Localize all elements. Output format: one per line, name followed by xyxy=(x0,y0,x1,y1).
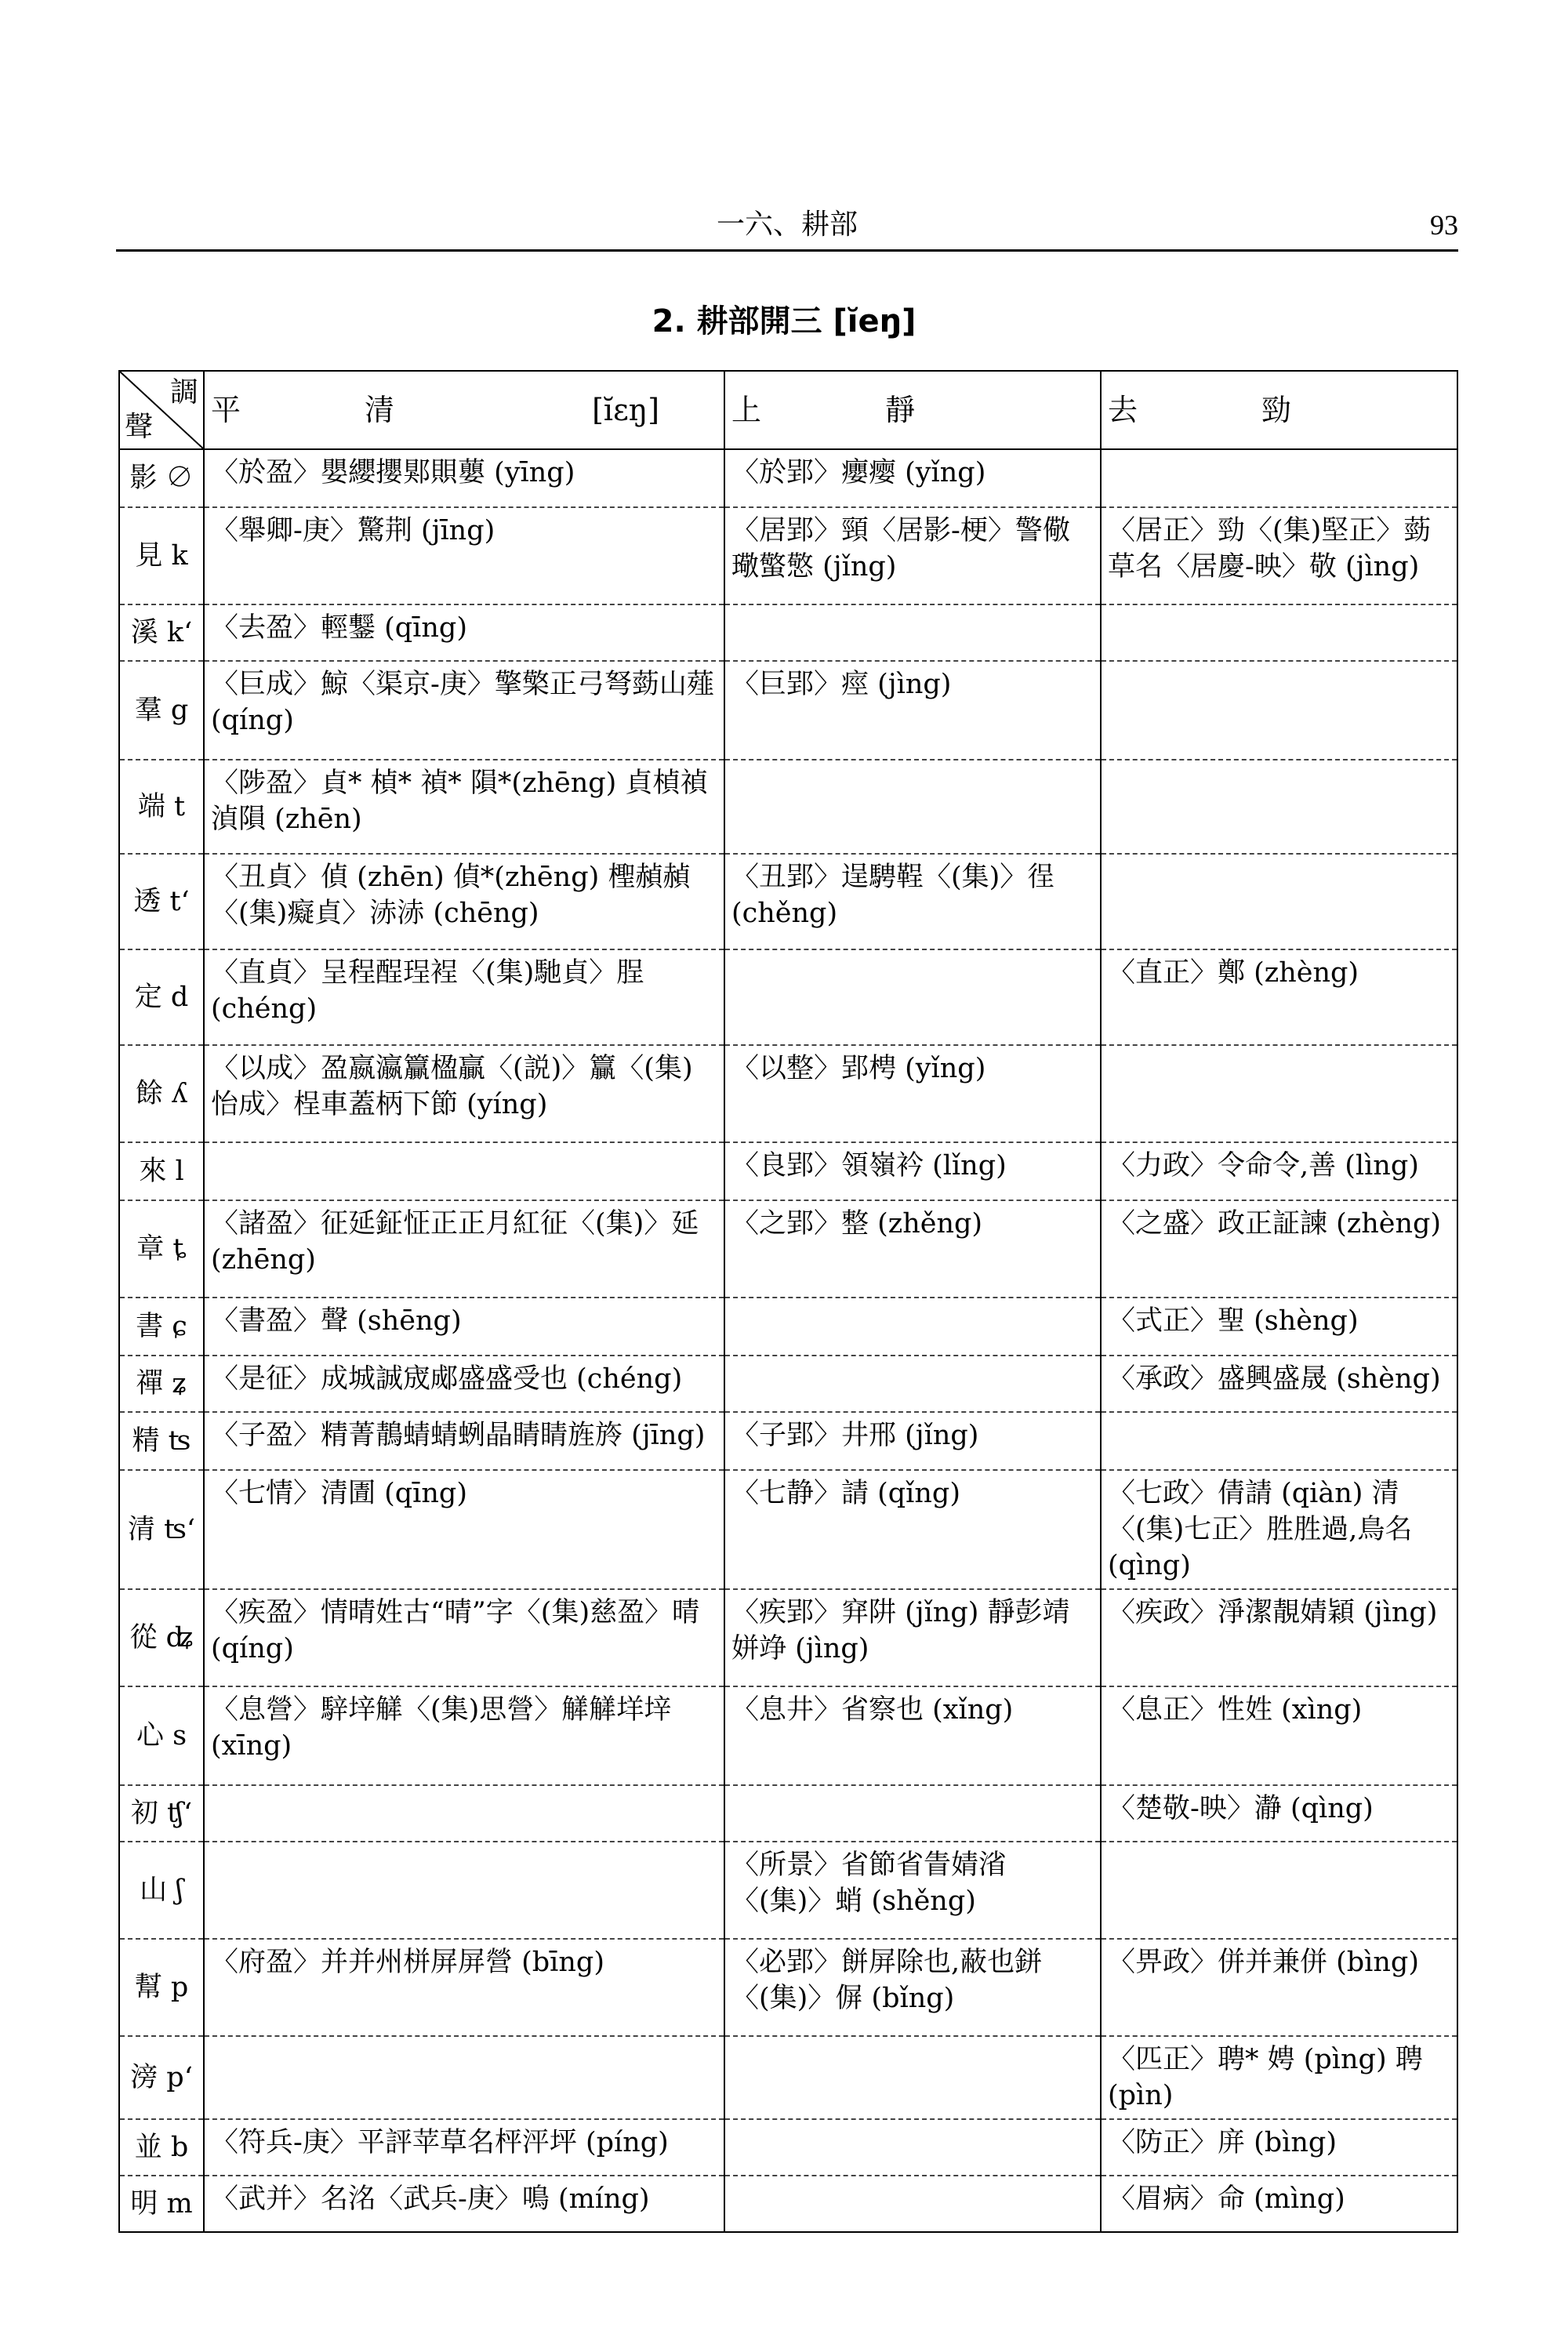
table-row xyxy=(119,661,1457,760)
ping-cell: 〈書盈〉聲 (shēng) xyxy=(204,1298,724,1356)
initial-cell: 清 ʦʻ xyxy=(119,1470,204,1589)
table-row xyxy=(119,1470,1457,1589)
qu-cell: 〈楚敬-映〉瀞 (qìng) xyxy=(1101,1785,1457,1842)
table-row xyxy=(119,760,1457,854)
qu-cell: 〈居正〉勁〈(集)堅正〉葝草名〈居慶-映〉敬 (jìng) xyxy=(1101,507,1457,604)
table-row xyxy=(119,1589,1457,1686)
shang-cell xyxy=(724,2176,1101,2232)
table-row xyxy=(119,449,1457,507)
table-row xyxy=(119,2119,1457,2176)
ping-cell: 〈舉卿-庚〉驚荆 (jīng) xyxy=(204,507,724,604)
table-row xyxy=(119,2036,1457,2119)
running-title: 一六、耕部 xyxy=(716,209,858,241)
qu-cell: 〈之盛〉政正証諫 (zhèng) xyxy=(1101,1200,1457,1298)
ping-cell xyxy=(204,1842,724,1939)
ping-cell: 〈子盈〉精菁鶄蜻蜻蛚晶睛睛旌旍 (jīng) xyxy=(204,1412,724,1470)
initial-cell: 從 ʥ xyxy=(119,1589,204,1686)
ping-cell: 〈巨成〉鯨〈渠京-庚〉擎檠正弓弩葝山薤 (qíng) xyxy=(204,661,724,760)
shang-cell: 〈居郢〉頸〈居影-梗〉警儆璥蟼憼 (jǐng) xyxy=(724,507,1101,604)
table-row xyxy=(119,1298,1457,1356)
column-header-ping xyxy=(204,371,724,449)
shang-cell xyxy=(724,949,1101,1045)
column-header-qu xyxy=(1101,371,1457,449)
qu-cell: 〈式正〉聖 (shèng) xyxy=(1101,1298,1457,1356)
column-name: 平 清 xyxy=(211,393,442,427)
shang-cell xyxy=(724,2119,1101,2176)
qu-cell: 〈疾政〉淨潔靚婧穎 (jìng) xyxy=(1101,1589,1457,1686)
initial-cell: 心 s xyxy=(119,1686,204,1785)
shang-cell xyxy=(724,760,1101,854)
shang-cell: 〈子郢〉井邢 (jǐng) xyxy=(724,1412,1101,1470)
initial-cell: 溪 kʻ xyxy=(119,604,204,661)
table-row xyxy=(119,1200,1457,1298)
ping-cell xyxy=(204,1142,724,1200)
table-row xyxy=(119,1842,1457,1939)
initial-cell: 並 b xyxy=(119,2119,204,2176)
qu-cell xyxy=(1101,854,1457,949)
initial-cell: 禪 ʑ xyxy=(119,1356,204,1412)
shang-cell xyxy=(724,604,1101,661)
initial-cell: 書 ɕ xyxy=(119,1298,204,1356)
shang-cell xyxy=(724,1356,1101,1412)
section-title: 2. 耕部開三 [ĭeŋ] xyxy=(652,303,916,339)
ping-cell: 〈陟盈〉貞* 楨* 禎* 隕*(zhēng) 貞楨禎湞隕 (zhēn) xyxy=(204,760,724,854)
ping-cell xyxy=(204,2036,724,2119)
ping-cell xyxy=(204,1785,724,1842)
ping-cell: 〈以成〉盈嬴瀛籯楹贏〈(説)〉籯〈(集)怡成〉桯車蓋柄下節 (yíng) xyxy=(204,1045,724,1142)
shang-cell: 〈丑郢〉逞騁鞓〈(集)〉徎 (chěng) xyxy=(724,854,1101,949)
shang-cell: 〈巨郢〉痙 (jìng) xyxy=(724,661,1101,760)
column-header-shang xyxy=(724,371,1101,449)
shang-cell: 〈息井〉省察也 (xǐng) xyxy=(724,1686,1101,1785)
table-row xyxy=(119,1785,1457,1842)
table-row xyxy=(119,2176,1457,2232)
initial-cell: 初 ʧʻ xyxy=(119,1785,204,1842)
column-ipa: [ĭɛŋ] xyxy=(592,393,660,427)
table-header-row xyxy=(119,371,1457,449)
shang-cell: 〈良郢〉領嶺衿 (lǐng) xyxy=(724,1142,1101,1200)
initial-cell: 來 l xyxy=(119,1142,204,1200)
ping-cell: 〈七情〉清圊 (qīng) xyxy=(204,1470,724,1589)
qu-cell: 〈力政〉令命令,善 (lìng) xyxy=(1101,1142,1457,1200)
shang-cell: 〈七静〉請 (qǐng) xyxy=(724,1470,1101,1589)
qu-cell: 〈承政〉盛興盛晟 (shèng) xyxy=(1101,1356,1457,1412)
ping-cell: 〈疾盈〉情晴姓古“晴”字〈(集)慈盈〉晴 (qíng) xyxy=(204,1589,724,1686)
initial-cell: 羣 g xyxy=(119,661,204,760)
ping-cell: 〈符兵-庚〉平評苹草名枰泙坪 (píng) xyxy=(204,2119,724,2176)
rhyme-table xyxy=(118,370,1458,2233)
initial-cell: 幫 p xyxy=(119,1939,204,2036)
column-name: 上 靜 xyxy=(731,393,963,427)
qu-cell: 〈息正〉性姓 (xìng) xyxy=(1101,1686,1457,1785)
ping-cell: 〈去盈〉輕鑋 (qīng) xyxy=(204,604,724,661)
ping-cell: 〈武并〉名洺〈武兵-庚〉鳴 (míng) xyxy=(204,2176,724,2232)
qu-cell xyxy=(1101,1045,1457,1142)
table-row xyxy=(119,1045,1457,1142)
initial-cell: 餘 ʎ xyxy=(119,1045,204,1142)
qu-cell xyxy=(1101,1412,1457,1470)
ping-cell: 〈於盈〉嬰纓攖郹賏蘡 (yīng) xyxy=(204,449,724,507)
initial-cell: 精 ʦ xyxy=(119,1412,204,1470)
initial-cell: 山 ʃ xyxy=(119,1842,204,1939)
table-row xyxy=(119,507,1457,604)
page-header xyxy=(116,202,1458,252)
page-number: 93 xyxy=(1430,209,1458,241)
qu-cell: 〈畀政〉併并兼併 (bìng) xyxy=(1101,1939,1457,2036)
ping-cell: 〈直貞〉呈程酲珵裎〈(集)馳貞〉脭 (chéng) xyxy=(204,949,724,1045)
shang-cell xyxy=(724,1785,1101,1842)
table-row xyxy=(119,604,1457,661)
shang-cell: 〈之郢〉整 (zhěng) xyxy=(724,1200,1101,1298)
table-row xyxy=(119,1142,1457,1200)
table-row xyxy=(119,1686,1457,1785)
table-row xyxy=(119,854,1457,949)
initial-cell: 定 d xyxy=(119,949,204,1045)
initial-cell: 章 ȶ xyxy=(119,1200,204,1298)
column-name: 去 勁 xyxy=(1108,393,1339,427)
qu-cell xyxy=(1101,449,1457,507)
corner-cell xyxy=(119,371,204,449)
initial-cell: 明 m xyxy=(119,2176,204,2232)
table-row xyxy=(119,1412,1457,1470)
shang-cell xyxy=(724,2036,1101,2119)
ping-cell: 〈諸盈〉征延鉦怔正正月紅征〈(集)〉延 (zhēng) xyxy=(204,1200,724,1298)
initial-cell: 見 k xyxy=(119,507,204,604)
initial-cell: 滂 pʻ xyxy=(119,2036,204,2119)
initial-cell: 端 t xyxy=(119,760,204,854)
table-row xyxy=(119,1939,1457,2036)
shang-cell: 〈於郢〉癭瘿 (yǐng) xyxy=(724,449,1101,507)
table-row xyxy=(119,949,1457,1045)
qu-cell xyxy=(1101,661,1457,760)
ping-cell: 〈府盈〉并并州栟屏屏營 (bīng) xyxy=(204,1939,724,2036)
initial-cell: 透 tʻ xyxy=(119,854,204,949)
shang-cell: 〈所景〉省節省眚婧渻〈(集)〉蛸 (shěng) xyxy=(724,1842,1101,1939)
ping-cell: 〈丑貞〉偵 (zhēn) 偵*(zhēng) 檉赬赬〈(集)癡貞〉浾浾 (chēng) xyxy=(204,854,724,949)
qu-cell xyxy=(1101,604,1457,661)
qu-cell: 〈匹正〉聘* 娉 (pìng) 聘 (pìn) xyxy=(1101,2036,1457,2119)
initial-cell: 影 ∅ xyxy=(119,449,204,507)
qu-cell: 〈七政〉倩請 (qiàn) 清〈(集)七正〉胜胜過,鳥名 (qìng) xyxy=(1101,1470,1457,1589)
qu-cell xyxy=(1101,760,1457,854)
table-row xyxy=(119,1356,1457,1412)
ping-cell: 〈是征〉成城誠宬郕盛盛受也 (chéng) xyxy=(204,1356,724,1412)
shang-cell: 〈必郢〉餅屏除也,蔽也鉼〈(集)〉偋 (bǐng) xyxy=(724,1939,1101,2036)
qu-cell: 〈直正〉鄭 (zhèng) xyxy=(1101,949,1457,1045)
qu-cell: 〈防正〉庰 (bìng) xyxy=(1101,2119,1457,2176)
qu-cell xyxy=(1101,1842,1457,1939)
shang-cell: 〈以整〉郢梬 (yǐng) xyxy=(724,1045,1101,1142)
initial-label: 聲 xyxy=(125,411,154,443)
ping-cell: 〈息營〉騂垶觲〈(集)思營〉觲觲垟垶 (xīng) xyxy=(204,1686,724,1785)
tone-label: 調 xyxy=(169,376,198,408)
shang-cell xyxy=(724,1298,1101,1356)
shang-cell: 〈疾郢〉穽阱 (jǐng) 靜彭靖姘竫 (jìng) xyxy=(724,1589,1101,1686)
qu-cell: 〈眉病〉命 (mìng) xyxy=(1101,2176,1457,2232)
